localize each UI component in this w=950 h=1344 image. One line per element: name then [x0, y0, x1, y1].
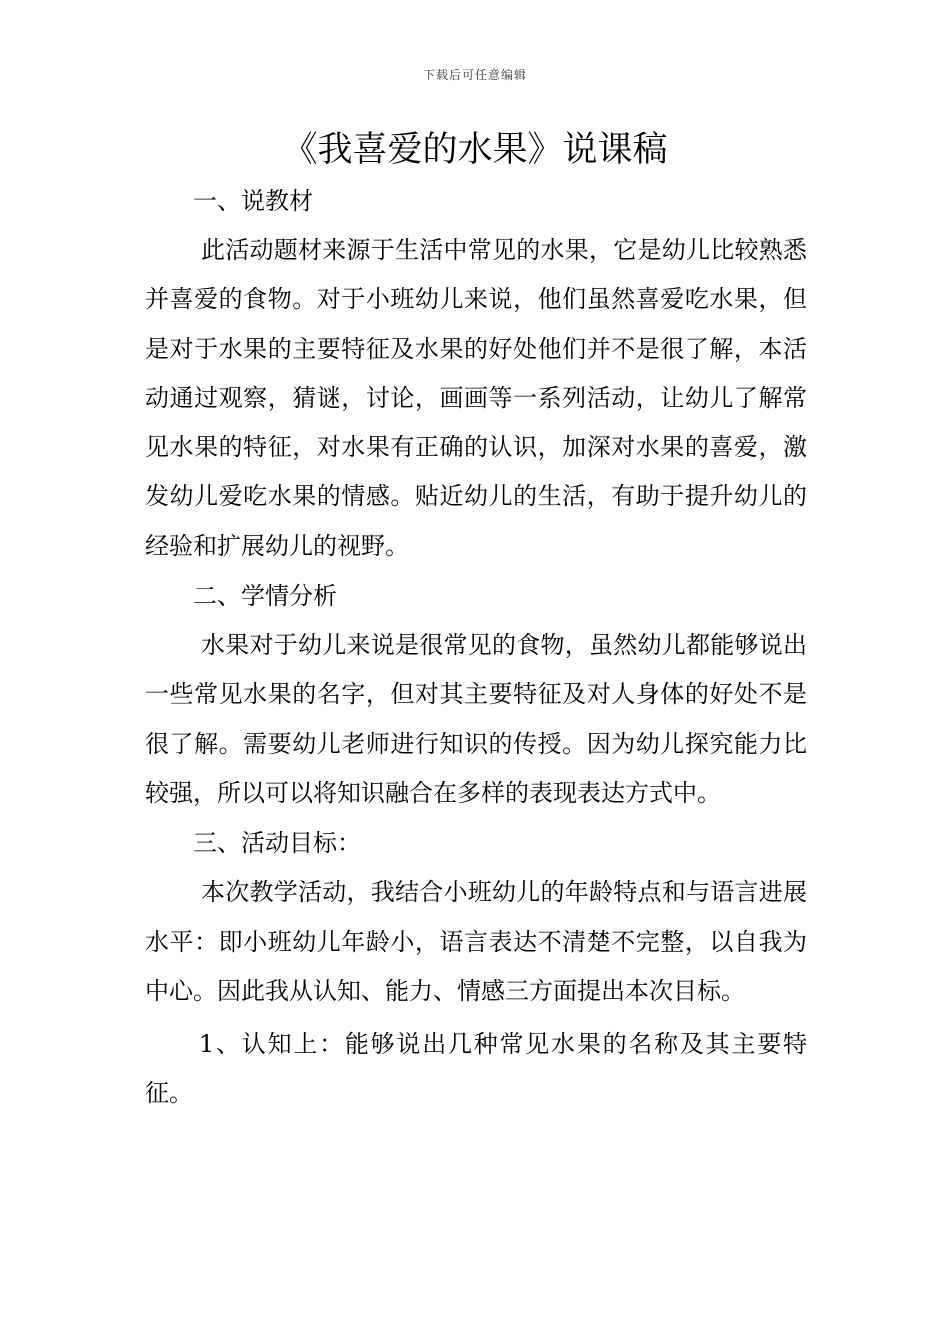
document-body	[145, 176, 807, 1119]
document-title: 《我喜爱的水果》说课稿	[282, 130, 668, 170]
section-heading-activity-goals: 三、活动目标：	[193, 829, 361, 858]
section-heading-learner-analysis: 二、学情分析	[193, 582, 337, 611]
section-paragraph-learner-analysis: 水果对于幼儿来说是很常见的食物，虽然幼儿都能够说出一些常见水果的名字，但对其主要特征及对人身体的好处不是很了解。需要幼儿老师进行知识的传授。因为幼儿探究能力比较强，所以可以将知识融合在多样的表现表达方式中。	[145, 631, 807, 807]
header-note: 下载后可任意编辑	[422, 68, 527, 82]
section-paragraph-textbook: 此活动题材来源于生活中常见的水果，它是幼儿比较熟悉并喜爱的食物。对于小班幼儿来说，他们虽然喜爱吃水果，但是对于水果的主要特征及水果的好处他们并不是很了解，本活动通过观察，猜谜，讨论，画画等一系列活动，让幼儿了解常见水果的特征，对水果有正确的认识，加深对水果的喜爱，激发幼儿爱吃水果的情感。贴近幼儿的生活，有助于提升幼儿的经验和扩展幼儿的视野。	[145, 236, 807, 560]
goal-item-cognition: 1、认知上：能够说出几种常见水果的名称及其主要特征。	[145, 1030, 807, 1108]
section-paragraph-activity-goals: 本次教学活动，我结合小班幼儿的年龄特点和与语言进展水平：即小班幼儿年龄小，语言表达不清楚不完整，以自我为中心。因此我从认知、能力、情感三方面提出本次目标。	[145, 878, 807, 1005]
section-heading-textbook: 一、说教材	[193, 187, 313, 215]
